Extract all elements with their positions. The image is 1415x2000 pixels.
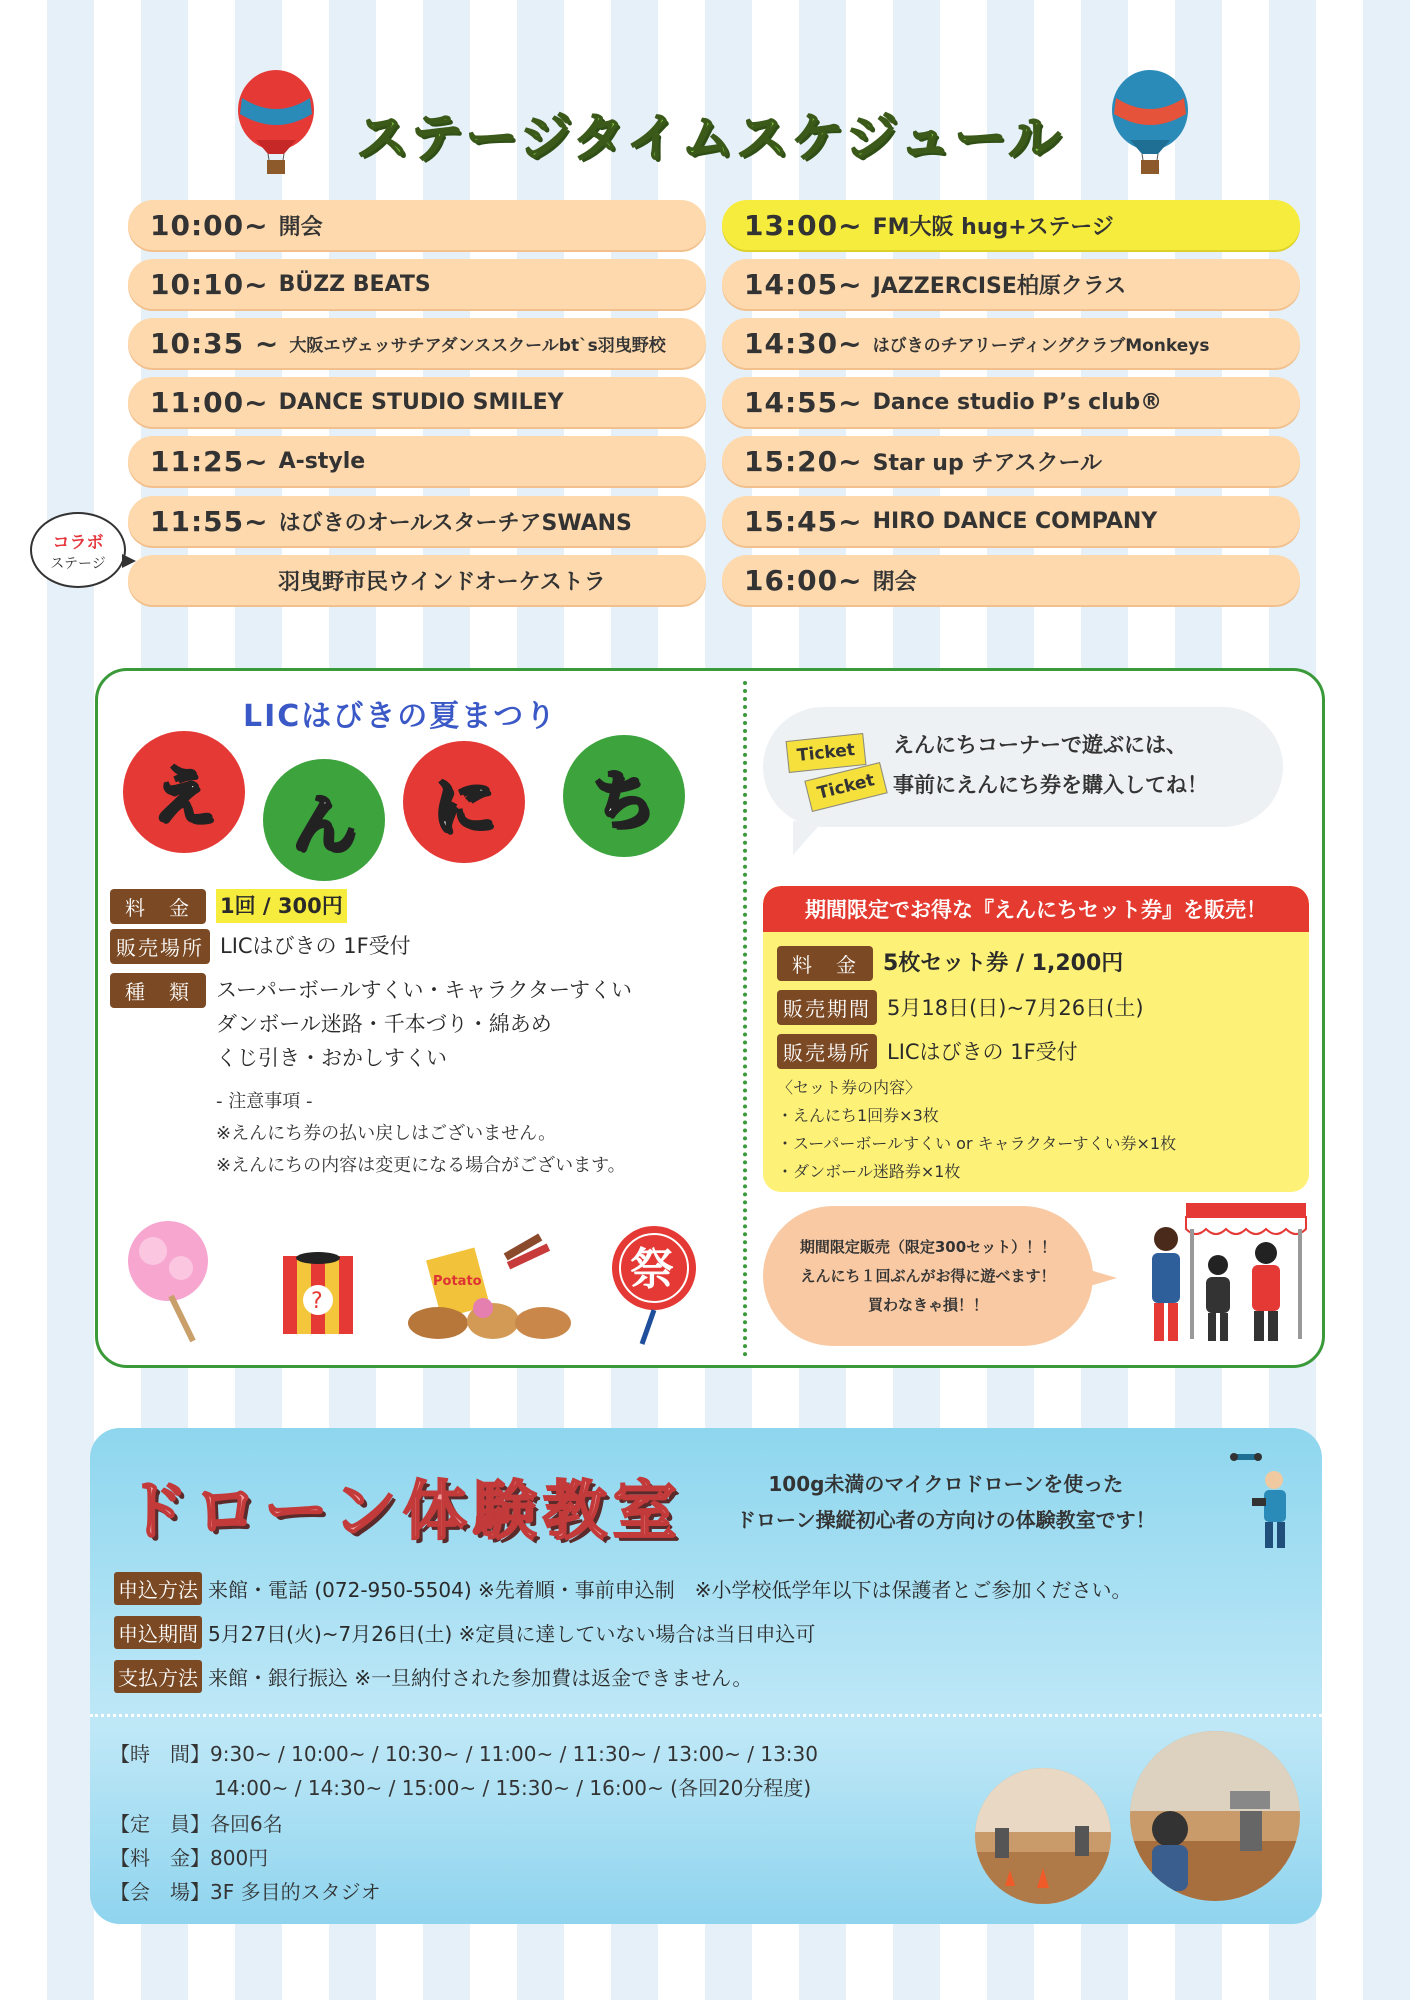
panel-divider [743, 681, 747, 1357]
limited-text: えんにち１回ぶんがお得に遊べます！ [800, 1266, 1056, 1285]
ennichi-char-circle: え [123, 731, 245, 853]
schedule-name: FM大阪 hug+ステージ [872, 214, 1114, 240]
ticket-text: 事前にえんにち券を購入してね！ [893, 773, 1208, 797]
schedule-item [722, 200, 1300, 250]
food-stall-people-illustration [1126, 1199, 1311, 1349]
schedule-time: 15:45~ [744, 504, 863, 538]
schedule-item [128, 200, 706, 250]
set-place-row [777, 1034, 1078, 1069]
schedule-header [0, 70, 1415, 180]
limited-text: 期間限定販売（限定300セット）！！ [799, 1237, 1057, 1256]
capacity: 【定 員】各回6名 [110, 1812, 283, 1836]
schedule-time: 10:10~ [150, 267, 269, 301]
lottery-box-icon [278, 1246, 358, 1336]
set-fee-row [777, 946, 1123, 981]
drone-description [736, 1466, 1156, 1538]
period-value: 5月27日(火)~7月26日(土) ※定員に達していない場合は当日申込可 [208, 1622, 816, 1646]
schedule-item [722, 377, 1300, 427]
ticket-text: えんにちコーナーで遊ぶには、 [893, 733, 1187, 757]
time-slots-cont: 14:00~ / 14:30~ / 15:00~ / 15:30~ / 16:00~ (各回20分程度) [214, 1776, 812, 1800]
set-contents-item: ・ダンボール迷路券×1枚 [777, 1162, 961, 1181]
set-place-value: LICはびきの 1F受付 [887, 1039, 1078, 1064]
fee-tag: 料 金 [110, 889, 206, 924]
ticket-icon: Ticket [804, 762, 887, 812]
drone-pilot-icon [1230, 1450, 1300, 1550]
schedule-item [128, 496, 706, 546]
type-tag: 種 類 [110, 973, 206, 1008]
limited-sale-bubble [763, 1206, 1093, 1346]
ennichi-char-circle: ん [263, 759, 385, 881]
ennichi-place-row [110, 929, 411, 964]
schedule-item [722, 555, 1300, 605]
schedule-name: HIRO DANCE COMPANY [872, 508, 1158, 534]
set-ticket-header: 期間限定でお得な『えんにちセット券』を販売！ [763, 886, 1309, 932]
collab-stage-bubble [30, 512, 126, 588]
schedule-name: 羽曳野市民ウインドオーケストラ [278, 569, 606, 595]
schedule-name: 開会 [278, 214, 323, 240]
schedule-item [128, 259, 706, 309]
schedule-item [722, 496, 1300, 546]
schedule-time: 10:00~ [150, 208, 269, 242]
schedule-name: Star up チアスクール [872, 450, 1103, 476]
potato-label: Potato [433, 1274, 482, 1289]
note-item: ※えんにち券の払い戻しはございません。 [216, 1123, 557, 1144]
notes [216, 1086, 626, 1182]
schedule-time: 15:20~ [744, 444, 863, 478]
type-item: スーパーボールすくい・キャラクターすくい [216, 978, 633, 1002]
payment-row [114, 1660, 752, 1693]
payment-value: 来館・銀行振込 ※一旦納付された参加費は返金できません。 [208, 1666, 753, 1690]
drone-title: ドローン体験教室 [124, 1475, 683, 1549]
schedule-name: A-style [278, 448, 366, 474]
schedule-time: 13:00~ [744, 208, 863, 242]
venue: 【会 場】3F 多目的スタジオ [110, 1880, 381, 1904]
cotton-candy-icon [123, 1216, 213, 1346]
period-tag: 申込期間 [114, 1616, 202, 1649]
section-divider [90, 1714, 1322, 1717]
payment-tag: 支払方法 [114, 1660, 202, 1693]
schedule-name: DANCE STUDIO SMILEY [278, 389, 564, 415]
ennichi-char-circle: に [403, 741, 525, 863]
schedule-name: Dance studio P’s club® [872, 389, 1163, 415]
collab-sub-label: ステージ [50, 555, 106, 572]
apply-period-row [114, 1616, 815, 1649]
drone-panel [90, 1428, 1322, 1924]
set-period-value: 5月18日(日)~7月26日(土) [887, 995, 1144, 1020]
schedule-name: はびきのオールスターチアSWANS [278, 510, 632, 536]
drone-desc-line: ドローン操縦初心者の方向けの体験教室です！ [736, 1508, 1156, 1532]
schedule-name: BÜZZ BEATS [278, 271, 431, 297]
ticket-icon: Ticket [786, 733, 867, 773]
schedule-name: 閉会 [872, 569, 917, 595]
limited-text: 買わなきゃ損！！ [867, 1295, 988, 1314]
festival-fan-icon [608, 1226, 700, 1346]
schedule-item [128, 436, 706, 486]
collab-label: コラボ [52, 532, 104, 553]
fee: 【料 金】800円 [110, 1846, 269, 1870]
set-contents-item: ・スーパーボールすくい or キャラクターすくい券×1枚 [777, 1134, 1177, 1153]
schedule-time: 14:30~ [744, 326, 863, 360]
ennichi-subtitle: LICはびきの夏まつり [243, 699, 558, 734]
place-tag: 販売場所 [110, 929, 210, 964]
schedule-item [128, 555, 706, 605]
schedule-item [722, 436, 1300, 486]
set-ticket-box [763, 886, 1309, 1192]
schedule-name: はびきのチアリーディングクラブMonkeys [872, 335, 1210, 356]
schedule-item [128, 318, 706, 368]
fan-char: 祭 [630, 1244, 674, 1295]
set-fee-value: 5枚セット券 / 1,200円 [883, 950, 1124, 976]
notes-heading: - 注意事項 - [216, 1091, 313, 1112]
schedule-item [722, 318, 1300, 368]
schedule-name: JAZZERCISE柏原クラス [872, 273, 1127, 299]
schedule-name: 大阪エヴェッサチアダンススクールbt`s羽曳野校 [289, 335, 666, 356]
schedule-time: 16:00~ [744, 563, 863, 597]
apply-tag: 申込方法 [114, 1572, 202, 1605]
schedule-time: 11:00~ [150, 385, 269, 419]
schedule-time: 10:35 ~ [150, 326, 280, 360]
ennichi-fee-row [110, 889, 347, 924]
svg-text:?: ? [311, 1289, 323, 1314]
schedule-time: 11:55~ [150, 504, 269, 538]
schedule-title: ステージタイムスケジュール [356, 109, 1064, 169]
set-contents-heading: 〈セット券の内容〉 [777, 1078, 922, 1097]
type-item: ダンボール迷路・千本づり・綿あめ [216, 1012, 552, 1036]
fee-value: 1回 / 300円 [216, 889, 347, 923]
type-list [216, 973, 632, 1075]
apply-method-row [114, 1572, 1132, 1605]
schedule-item [128, 377, 706, 427]
time-slots: 【時 間】9:30~ / 10:00~ / 10:30~ / 11:00~ / 11:30~ / 13:00~ / 13:30 [110, 1742, 818, 1766]
ticket-bubble [763, 707, 1283, 827]
set-period-row [777, 990, 1144, 1025]
schedule-item [722, 259, 1300, 309]
period-tag: 販売期間 [777, 990, 877, 1025]
drone-desc-line: 100g未満のマイクロドローンを使った [768, 1472, 1124, 1496]
schedule-time: 14:55~ [744, 385, 863, 419]
ennichi-panel [95, 668, 1325, 1368]
set-contents [777, 1074, 1176, 1186]
ennichi-char-circle: ち [563, 735, 685, 857]
hot-air-balloon-icon [1108, 70, 1192, 180]
place-tag: 販売場所 [777, 1034, 877, 1069]
drone-class-photo [1130, 1731, 1300, 1901]
note-item: ※えんにちの内容は変更になる場合がございます。 [216, 1155, 626, 1176]
fee-tag: 料 金 [777, 946, 873, 981]
studio-photo [975, 1768, 1111, 1904]
snacks-icon [403, 1233, 578, 1343]
place-value: LICはびきの 1F受付 [220, 934, 411, 958]
type-item: くじ引き・おかしすくい [216, 1046, 447, 1070]
apply-value: 来館・電話 (072-950-5504) ※先着順・事前申込制 ※小学校低学年以下は保護者とご参加ください。 [208, 1578, 1132, 1602]
ennichi-type-row [110, 973, 632, 1075]
set-contents-item: ・えんにち1回券×3枚 [777, 1106, 939, 1125]
schedule-time: 14:05~ [744, 267, 863, 301]
schedule-time: 11:25~ [150, 444, 269, 478]
hot-air-balloon-icon [234, 70, 318, 180]
